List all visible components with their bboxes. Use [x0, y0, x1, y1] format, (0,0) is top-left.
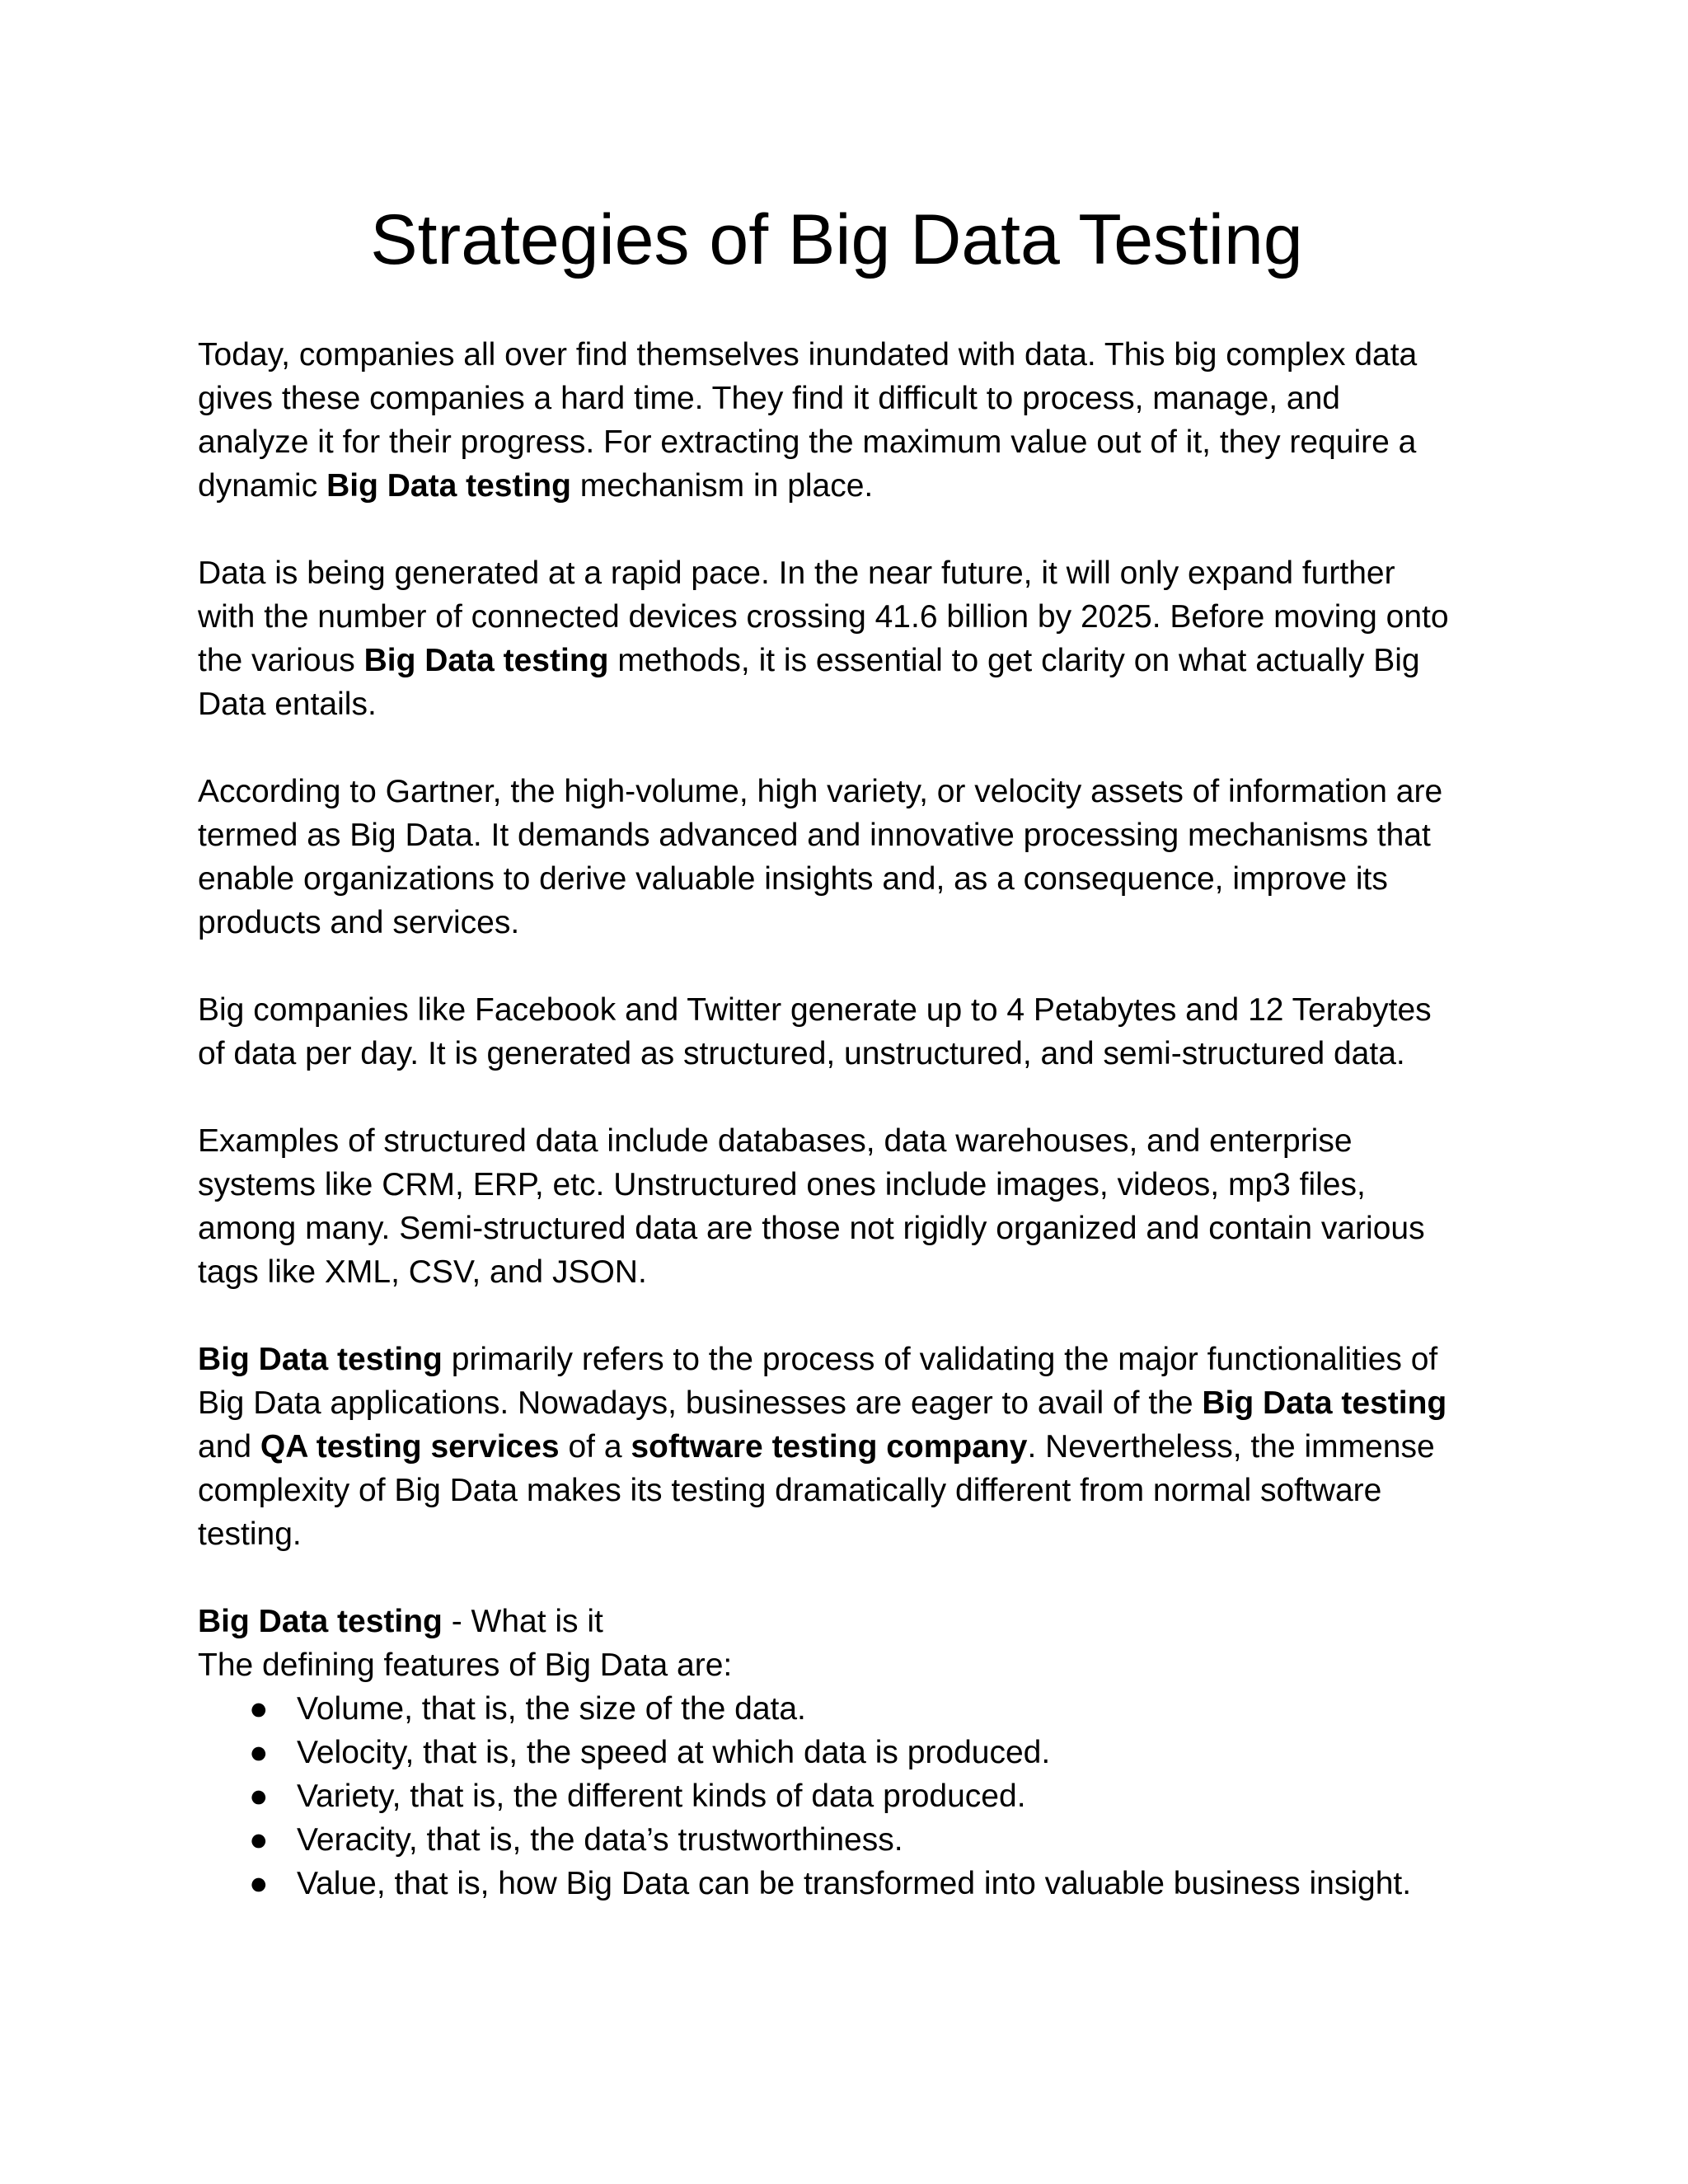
- text-run: The defining features of Big Data are:: [198, 1647, 733, 1683]
- text-line: [198, 420, 1492, 464]
- text-run: termed as Big Data. It demands advanced and innovative processing mechanisms that: [198, 818, 1431, 853]
- text-run: Data is being generated at a rapid pace. In the near future, it will only expand further: [198, 555, 1395, 591]
- text-run: tags like XML, CSV, and JSON.: [198, 1254, 647, 1290]
- text-run: systems like CRM, ERP, etc. Unstructured ones include images, videos, mp3 files,: [198, 1167, 1366, 1202]
- text-line: [198, 1119, 1492, 1163]
- text-run: of a: [559, 1429, 631, 1465]
- text-line: [198, 988, 1492, 1032]
- bold-text: Big Data testing: [198, 1342, 443, 1377]
- bold-text: Big Data testing: [363, 643, 609, 678]
- text-run: analyze it for their progress. For extracting the maximum value out of it, they require a: [198, 424, 1417, 460]
- paragraph: [198, 1119, 1492, 1294]
- bullet-icon: ●: [249, 1822, 269, 1858]
- text-run: among many. Semi-structured data are those not rigidly organized and contain various: [198, 1211, 1425, 1246]
- text-run: Examples of structured data include databases, data warehouses, and enterprise: [198, 1123, 1353, 1159]
- text-run: Big companies like Facebook and Twitter generate up to 4 Petabytes and 12 Terabytes: [198, 992, 1432, 1028]
- text-run: Big Data applications. Nowadays, businesses are eager to avail of the: [198, 1385, 1203, 1421]
- text-run: mechanism in place.: [570, 468, 874, 504]
- text-line: [198, 1469, 1492, 1512]
- list-item-text: Volume, that is, the size of the data.: [297, 1691, 806, 1727]
- text-line: [198, 464, 1492, 508]
- paragraph: [198, 770, 1492, 944]
- text-line: [198, 551, 1492, 595]
- text-run: dynamic: [198, 468, 327, 504]
- text-line: [198, 1032, 1492, 1076]
- document-body: [198, 333, 1492, 1905]
- text-run: testing.: [198, 1516, 302, 1552]
- text-run: enable organizations to derive valuable insights and, as a consequence, improve its: [198, 861, 1388, 897]
- text-line: [198, 770, 1492, 813]
- text-run: primarily refers to the process of validating the major functionalities of: [442, 1342, 1438, 1377]
- bullet-icon: ●: [249, 1691, 269, 1727]
- paragraph: [198, 551, 1492, 726]
- text-run: . Nevertheless, the immense: [1027, 1429, 1435, 1465]
- text-run: the various: [198, 643, 364, 678]
- text-run: with the number of connected devices crossing 41.6 billion by 2025. Before moving onto: [198, 599, 1449, 635]
- text-line: [198, 1600, 1492, 1643]
- text-run: products and services.: [198, 905, 520, 940]
- text-run: complexity of Big Data makes its testing dramatically different from normal software: [198, 1473, 1382, 1508]
- bullet-icon: ●: [249, 1779, 269, 1814]
- paragraph: [198, 1338, 1492, 1556]
- text-line: [198, 813, 1492, 857]
- text-line: [198, 682, 1492, 726]
- document-title: Strategies of Big Data Testing: [370, 200, 1303, 279]
- bullet-icon: ●: [249, 1735, 269, 1770]
- list-item: [198, 1687, 1492, 1731]
- text-line: [198, 1425, 1492, 1469]
- list-item: [198, 1818, 1492, 1862]
- list-item: [198, 1862, 1492, 1905]
- list-item-text: Velocity, that is, the speed at which data is produced.: [297, 1735, 1051, 1770]
- list-item: [198, 1731, 1492, 1774]
- text-line: [198, 1250, 1492, 1294]
- bold-text: QA testing services: [260, 1429, 560, 1465]
- text-run: of data per day. It is generated as structured, unstructured, and semi-structured data.: [198, 1036, 1405, 1071]
- text-line: [198, 1512, 1492, 1556]
- text-line: [198, 639, 1492, 682]
- paragraph: [198, 333, 1492, 508]
- bullet-list: [198, 1687, 1492, 1905]
- text-run: and: [198, 1429, 260, 1465]
- text-line: [198, 333, 1492, 377]
- list-item-text: Veracity, that is, the data’s trustworthiness.: [297, 1822, 903, 1858]
- text-run: methods, it is essential to get clarity on what actually Big: [608, 643, 1420, 678]
- text-line: [198, 1207, 1492, 1250]
- text-line: [198, 857, 1492, 901]
- list-item-text: Variety, that is, the different kinds of data produced.: [297, 1779, 1026, 1814]
- paragraph: [198, 1600, 1492, 1905]
- text-line: [198, 1163, 1492, 1207]
- text-line: [198, 377, 1492, 420]
- list-item: [198, 1774, 1492, 1818]
- bold-text: Big Data testing: [326, 468, 571, 504]
- text-run: - What is it: [442, 1604, 603, 1639]
- bold-text: software testing company: [631, 1429, 1028, 1465]
- text-line: [198, 595, 1492, 639]
- text-run: According to Gartner, the high-volume, high variety, or velocity assets of information are: [198, 774, 1443, 809]
- text-run: gives these companies a hard time. They find it difficult to process, manage, and: [198, 381, 1340, 416]
- text-line: [198, 1643, 1492, 1687]
- text-line: [198, 1381, 1492, 1425]
- text-line: [198, 1338, 1492, 1381]
- list-item-text: Value, that is, how Big Data can be transformed into valuable business insight.: [297, 1866, 1412, 1901]
- bold-text: Big Data testing: [198, 1604, 443, 1639]
- text-run: Data entails.: [198, 687, 377, 722]
- text-line: [198, 901, 1492, 944]
- text-run: Today, companies all over find themselves inundated with data. This big complex data: [198, 337, 1418, 373]
- bullet-icon: ●: [249, 1866, 269, 1901]
- paragraph: [198, 988, 1492, 1076]
- bold-text: Big Data testing: [1202, 1385, 1447, 1421]
